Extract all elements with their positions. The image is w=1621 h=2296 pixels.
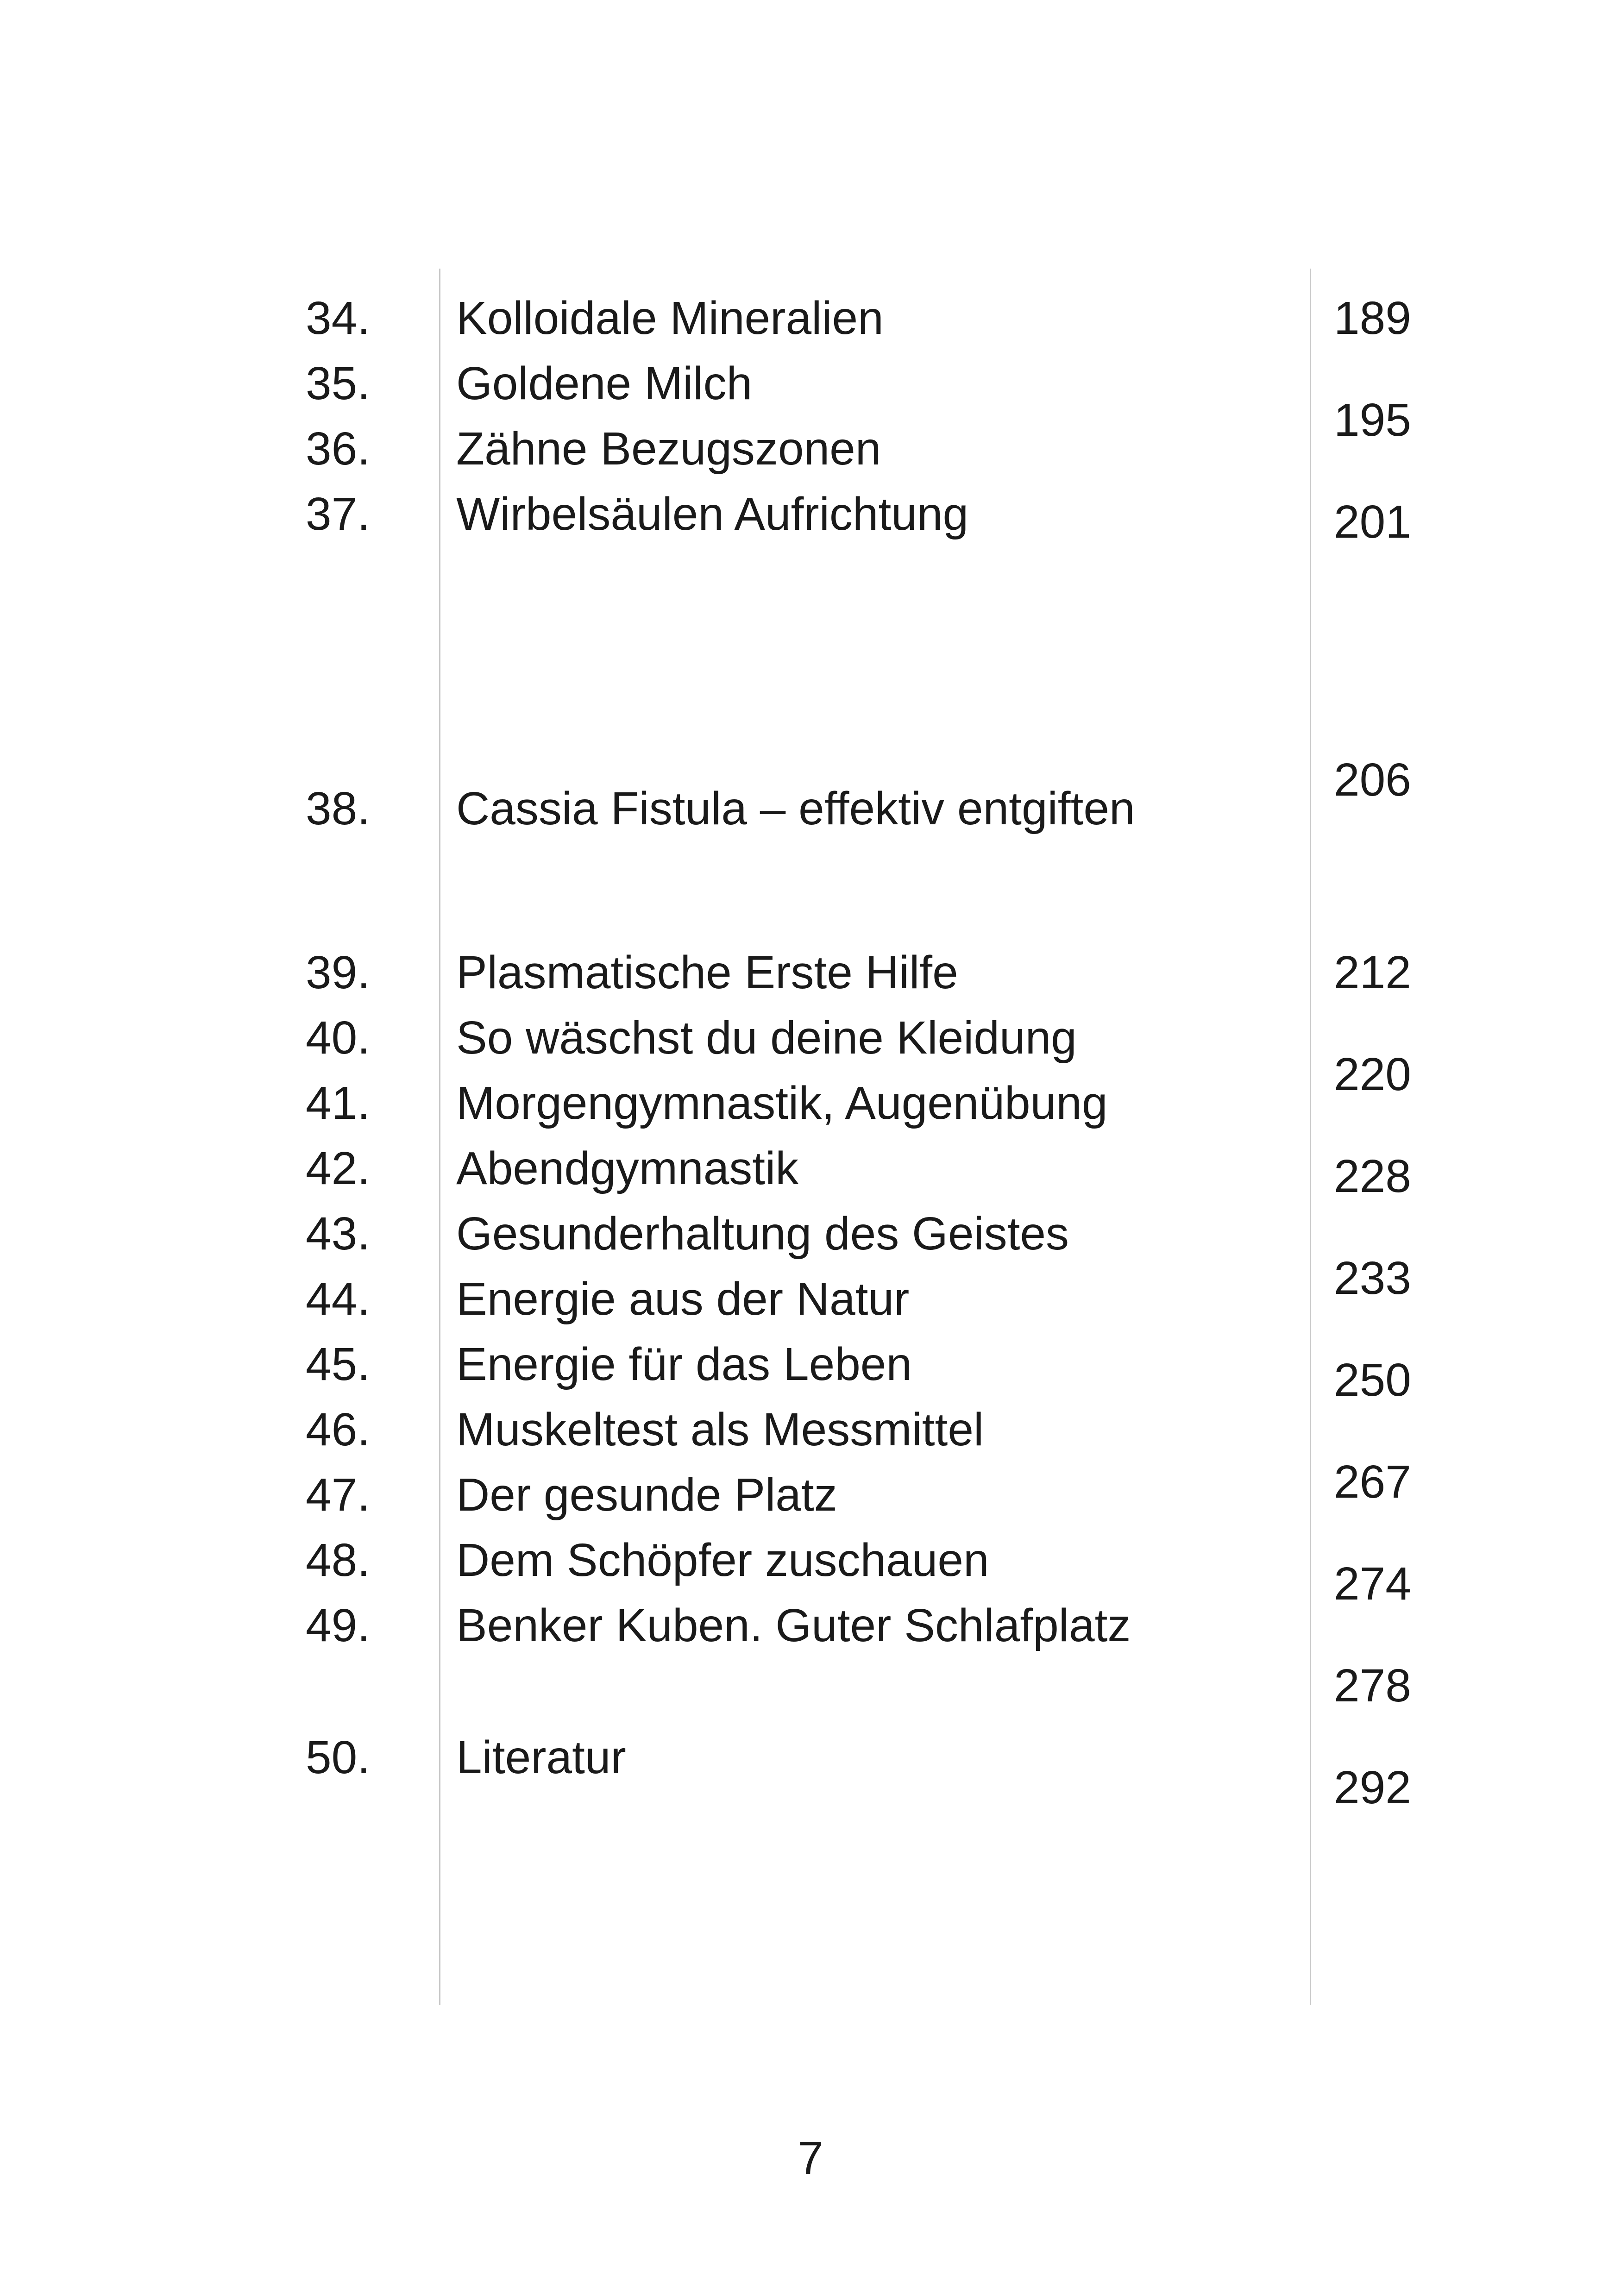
toc-entry-title: Muskeltest als Messmittel	[456, 1404, 984, 1455]
toc-page-ref: 274	[1334, 1558, 1411, 1610]
toc-page-ref: 250	[1334, 1354, 1411, 1406]
toc-page-ref: 220	[1334, 1048, 1411, 1100]
toc-entry-number: 41.	[306, 1077, 371, 1129]
toc-entry-title: Literatur	[456, 1731, 626, 1783]
toc-entry-title: Kolloidale Mineralien	[456, 292, 884, 344]
toc-entry-number: 38.	[306, 783, 371, 834]
toc-entry-number: 49.	[306, 1600, 371, 1651]
toc-entry-number: 40.	[306, 1012, 371, 1064]
toc-entry-number: 37.	[306, 488, 371, 540]
toc-page-ref: 267	[1334, 1456, 1411, 1508]
toc-page-ref: 206	[1334, 754, 1411, 806]
toc-page-ref: 189	[1334, 292, 1411, 344]
toc-entry-number: 39.	[306, 947, 371, 998]
toc-entry-title: Dem Schöpfer zuschauen	[456, 1534, 989, 1586]
toc-entry-title: Benker Kuben. Guter Schlafplatz	[456, 1600, 1131, 1651]
toc-entry-title: Abendgymnastik	[456, 1142, 799, 1194]
toc-entry-number: 43.	[306, 1208, 371, 1260]
toc-entry-number: 45.	[306, 1338, 371, 1390]
column-divider-right	[1310, 269, 1311, 2005]
toc-entry-number: 35.	[306, 358, 371, 409]
toc-entry-title: Energie für das Leben	[456, 1338, 912, 1390]
toc-page-ref: 212	[1334, 947, 1411, 998]
toc-entry-title: Zähne Bezugszonen	[456, 423, 881, 475]
toc-entry-title: So wäschst du deine Kleidung	[456, 1012, 1077, 1064]
toc-entry-title: Energie aus der Natur	[456, 1273, 910, 1325]
column-divider-left	[439, 269, 440, 2005]
toc-entry-title: Goldene Milch	[456, 358, 753, 409]
toc-page-ref: 201	[1334, 496, 1411, 548]
toc-page-ref: 228	[1334, 1150, 1411, 1202]
toc-entry-number: 47.	[306, 1469, 371, 1521]
toc-entry-number: 46.	[306, 1404, 371, 1455]
toc-entry-title: Cassia Fistula – effektiv entgiften	[456, 783, 1135, 834]
toc-entry-number: 42.	[306, 1142, 371, 1194]
toc-entry-title: Plasmatische Erste Hilfe	[456, 947, 958, 998]
toc-page-ref: 195	[1334, 394, 1411, 446]
toc-entry-title: Morgengymnastik, Augenübung	[456, 1077, 1108, 1129]
toc-page-ref: 292	[1334, 1762, 1411, 1813]
toc-entry-number: 34.	[306, 292, 371, 344]
toc-entry-number: 36.	[306, 423, 371, 475]
toc-entry-number: 50.	[306, 1731, 371, 1783]
toc-entry-title: Gesunderhaltung des Geistes	[456, 1208, 1069, 1260]
toc-entry-title: Wirbelsäulen Aufrichtung	[456, 488, 969, 540]
toc-entry-number: 44.	[306, 1273, 371, 1325]
toc-entry-title: Der gesunde Platz	[456, 1469, 837, 1521]
toc-entry-number: 48.	[306, 1534, 371, 1586]
page-number: 7	[798, 2132, 823, 2184]
toc-page-ref: 233	[1334, 1252, 1411, 1304]
toc-page-ref: 278	[1334, 1660, 1411, 1712]
